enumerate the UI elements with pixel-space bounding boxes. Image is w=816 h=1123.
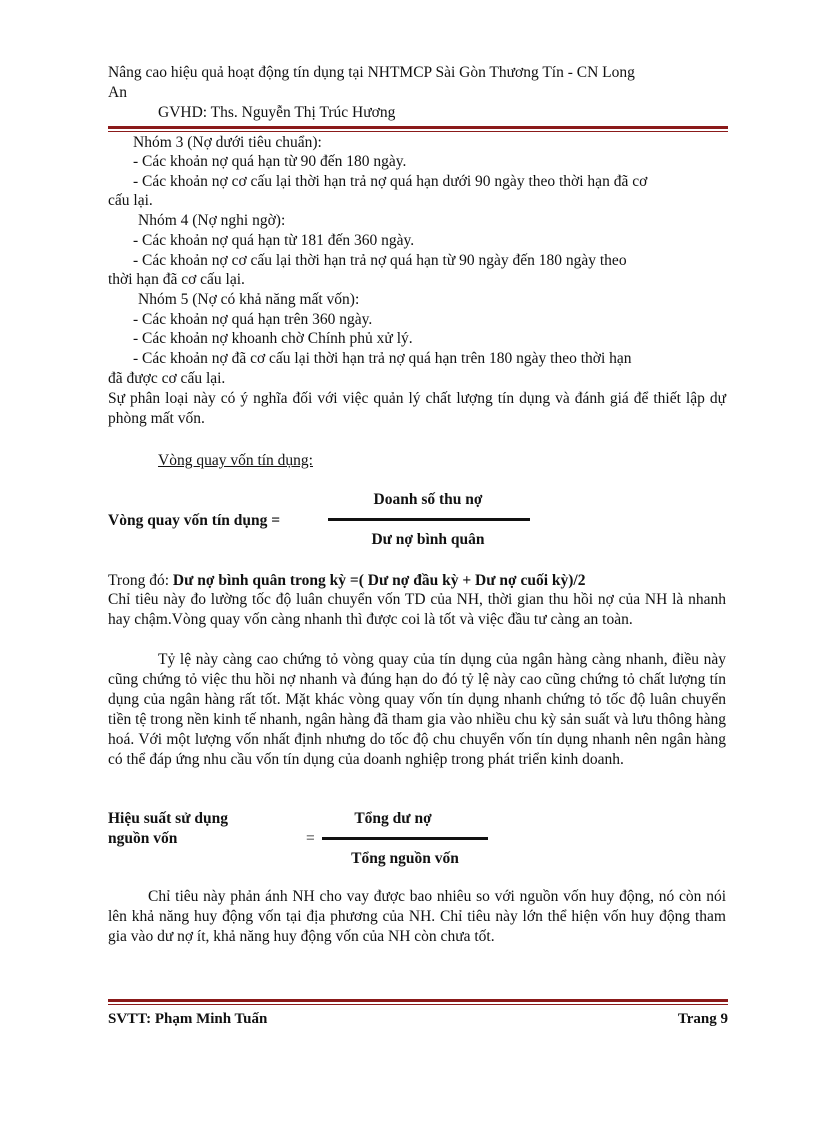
list-item: - Các khoản nợ quá hạn trên 360 ngày.	[133, 311, 373, 328]
efficiency-fraction-bar	[322, 837, 488, 840]
list-item: - Các khoản nợ đã cơ cấu lại thời hạn trả nợ quá hạn trên 180 ngày theo thời hạn	[133, 350, 632, 367]
footer-rule-thick	[108, 999, 728, 1002]
turnover-denominator: Dư nợ bình quân	[371, 531, 485, 548]
group-5-heading: Nhóm 5 (Nợ có khả năng mất vốn):	[138, 291, 360, 308]
list-item-continuation: cấu lại.	[108, 192, 153, 209]
advisor-name: GVHD: Ths. Nguyễn Thị Trúc Hương	[158, 104, 396, 121]
turnover-fraction-bar	[328, 518, 530, 521]
list-item: - Các khoản nợ quá hạn từ 181 đến 360 ngày.	[133, 232, 415, 249]
group-4-heading: Nhóm 4 (Nợ nghi ngờ):	[138, 212, 286, 229]
header-rule-thin	[108, 131, 728, 132]
list-item-continuation: đã được cơ cấu lại.	[108, 370, 226, 387]
where-prefix: Trong đó:	[108, 572, 173, 589]
footer-student: SVTT: Phạm Minh Tuấn	[108, 1011, 268, 1027]
average-balance-definition	[108, 571, 586, 591]
header-rule-thick	[108, 126, 728, 129]
document-title-continuation: An	[108, 84, 127, 101]
turnover-analysis: Tỷ lệ này càng cao chứng tỏ vòng quay của tín dụng của ngân hàng càng nhanh, điều này cũng chứng tỏ việc thu hồi nợ nhanh và đúng hạn do đó tỷ lệ này cao cũng chứng tỏ chất lượng tín dụng của ngân hàng rất tốt. Mặt khác vòng quay vốn tín dụng nhanh chứng tỏ tốc độ luân chuyển tiền tệ trong nền kinh tế nhanh, ngân hàng đã tham gia vào nhiều chu kỳ sản suất và lưu thông hàng hoá. Với một lượng vốn nhất định nhưng do tốc độ chu chuyển vốn tín dụng nhanh nên ngân hàng có thể đáp ứng nhu cầu vốn tín dụng của doanh nghiệp trong phát triển kinh doanh.	[108, 651, 726, 768]
document-title: Nâng cao hiệu quả hoạt động tín dụng tại NHTMCP Sài Gòn Thương Tín - CN Long	[108, 64, 635, 81]
efficiency-equals: =	[306, 830, 315, 847]
footer-rule-thin	[108, 1004, 728, 1005]
group-3-heading: Nhóm 3 (Nợ dưới tiêu chuẩn):	[133, 134, 322, 151]
page-number: Trang 9	[677, 1011, 728, 1027]
classification-note: Sự phân loại này có ý nghĩa đối với việc quản lý chất lượng tín dụng và đánh giá để thiết lập dự phòng mất vốn.	[108, 390, 726, 427]
turnover-subheading: Vòng quay vốn tín dụng:	[158, 452, 313, 469]
turnover-numerator: Doanh số thu nợ	[373, 491, 483, 508]
efficiency-label-line1: Hiệu suất sử dụng	[108, 810, 228, 827]
turnover-explanation: Chỉ tiêu này đo lường tốc độ luân chuyển vốn TD của NH, thời gian thu hồi nợ của NH là nhanh hay chậm.Vòng quay vốn càng nhanh thì được coi là tốt và việc đầu tư càng an toàn.	[108, 591, 726, 628]
list-item-continuation: thời hạn đã cơ cấu lại.	[108, 271, 245, 288]
list-item: - Các khoản nợ quá hạn từ 90 đến 180 ngày.	[133, 153, 407, 170]
efficiency-denominator: Tổng nguồn vốn	[351, 850, 459, 867]
efficiency-label-line2: nguồn vốn	[108, 830, 178, 847]
turnover-formula-label: Vòng quay vốn tín dụng =	[108, 512, 281, 529]
list-item: - Các khoản nợ cơ cấu lại thời hạn trả nợ quá hạn từ 90 ngày đến 180 ngày theo	[133, 252, 627, 269]
average-balance-formula: Dư nợ bình quân trong kỳ =( Dư nợ đầu kỳ + Dư nợ cuối kỳ)/2	[172, 572, 586, 589]
efficiency-numerator: Tổng dư nợ	[354, 810, 432, 827]
list-item: - Các khoản nợ khoanh chờ Chính phủ xử lý.	[133, 330, 413, 347]
list-item: - Các khoản nợ cơ cấu lại thời hạn trả nợ quá hạn dưới 90 ngày theo thời hạn đã cơ	[133, 173, 648, 190]
efficiency-explanation: Chỉ tiêu này phản ánh NH cho vay được bao nhiêu so với nguồn vốn huy động, nó còn nói lên khả năng huy động vốn tại địa phương của NH. Chỉ tiêu này lớn thể hiện vốn huy động tham gia vào dư nợ ít, khả năng huy động vốn của NH còn chưa tốt.	[108, 888, 726, 945]
